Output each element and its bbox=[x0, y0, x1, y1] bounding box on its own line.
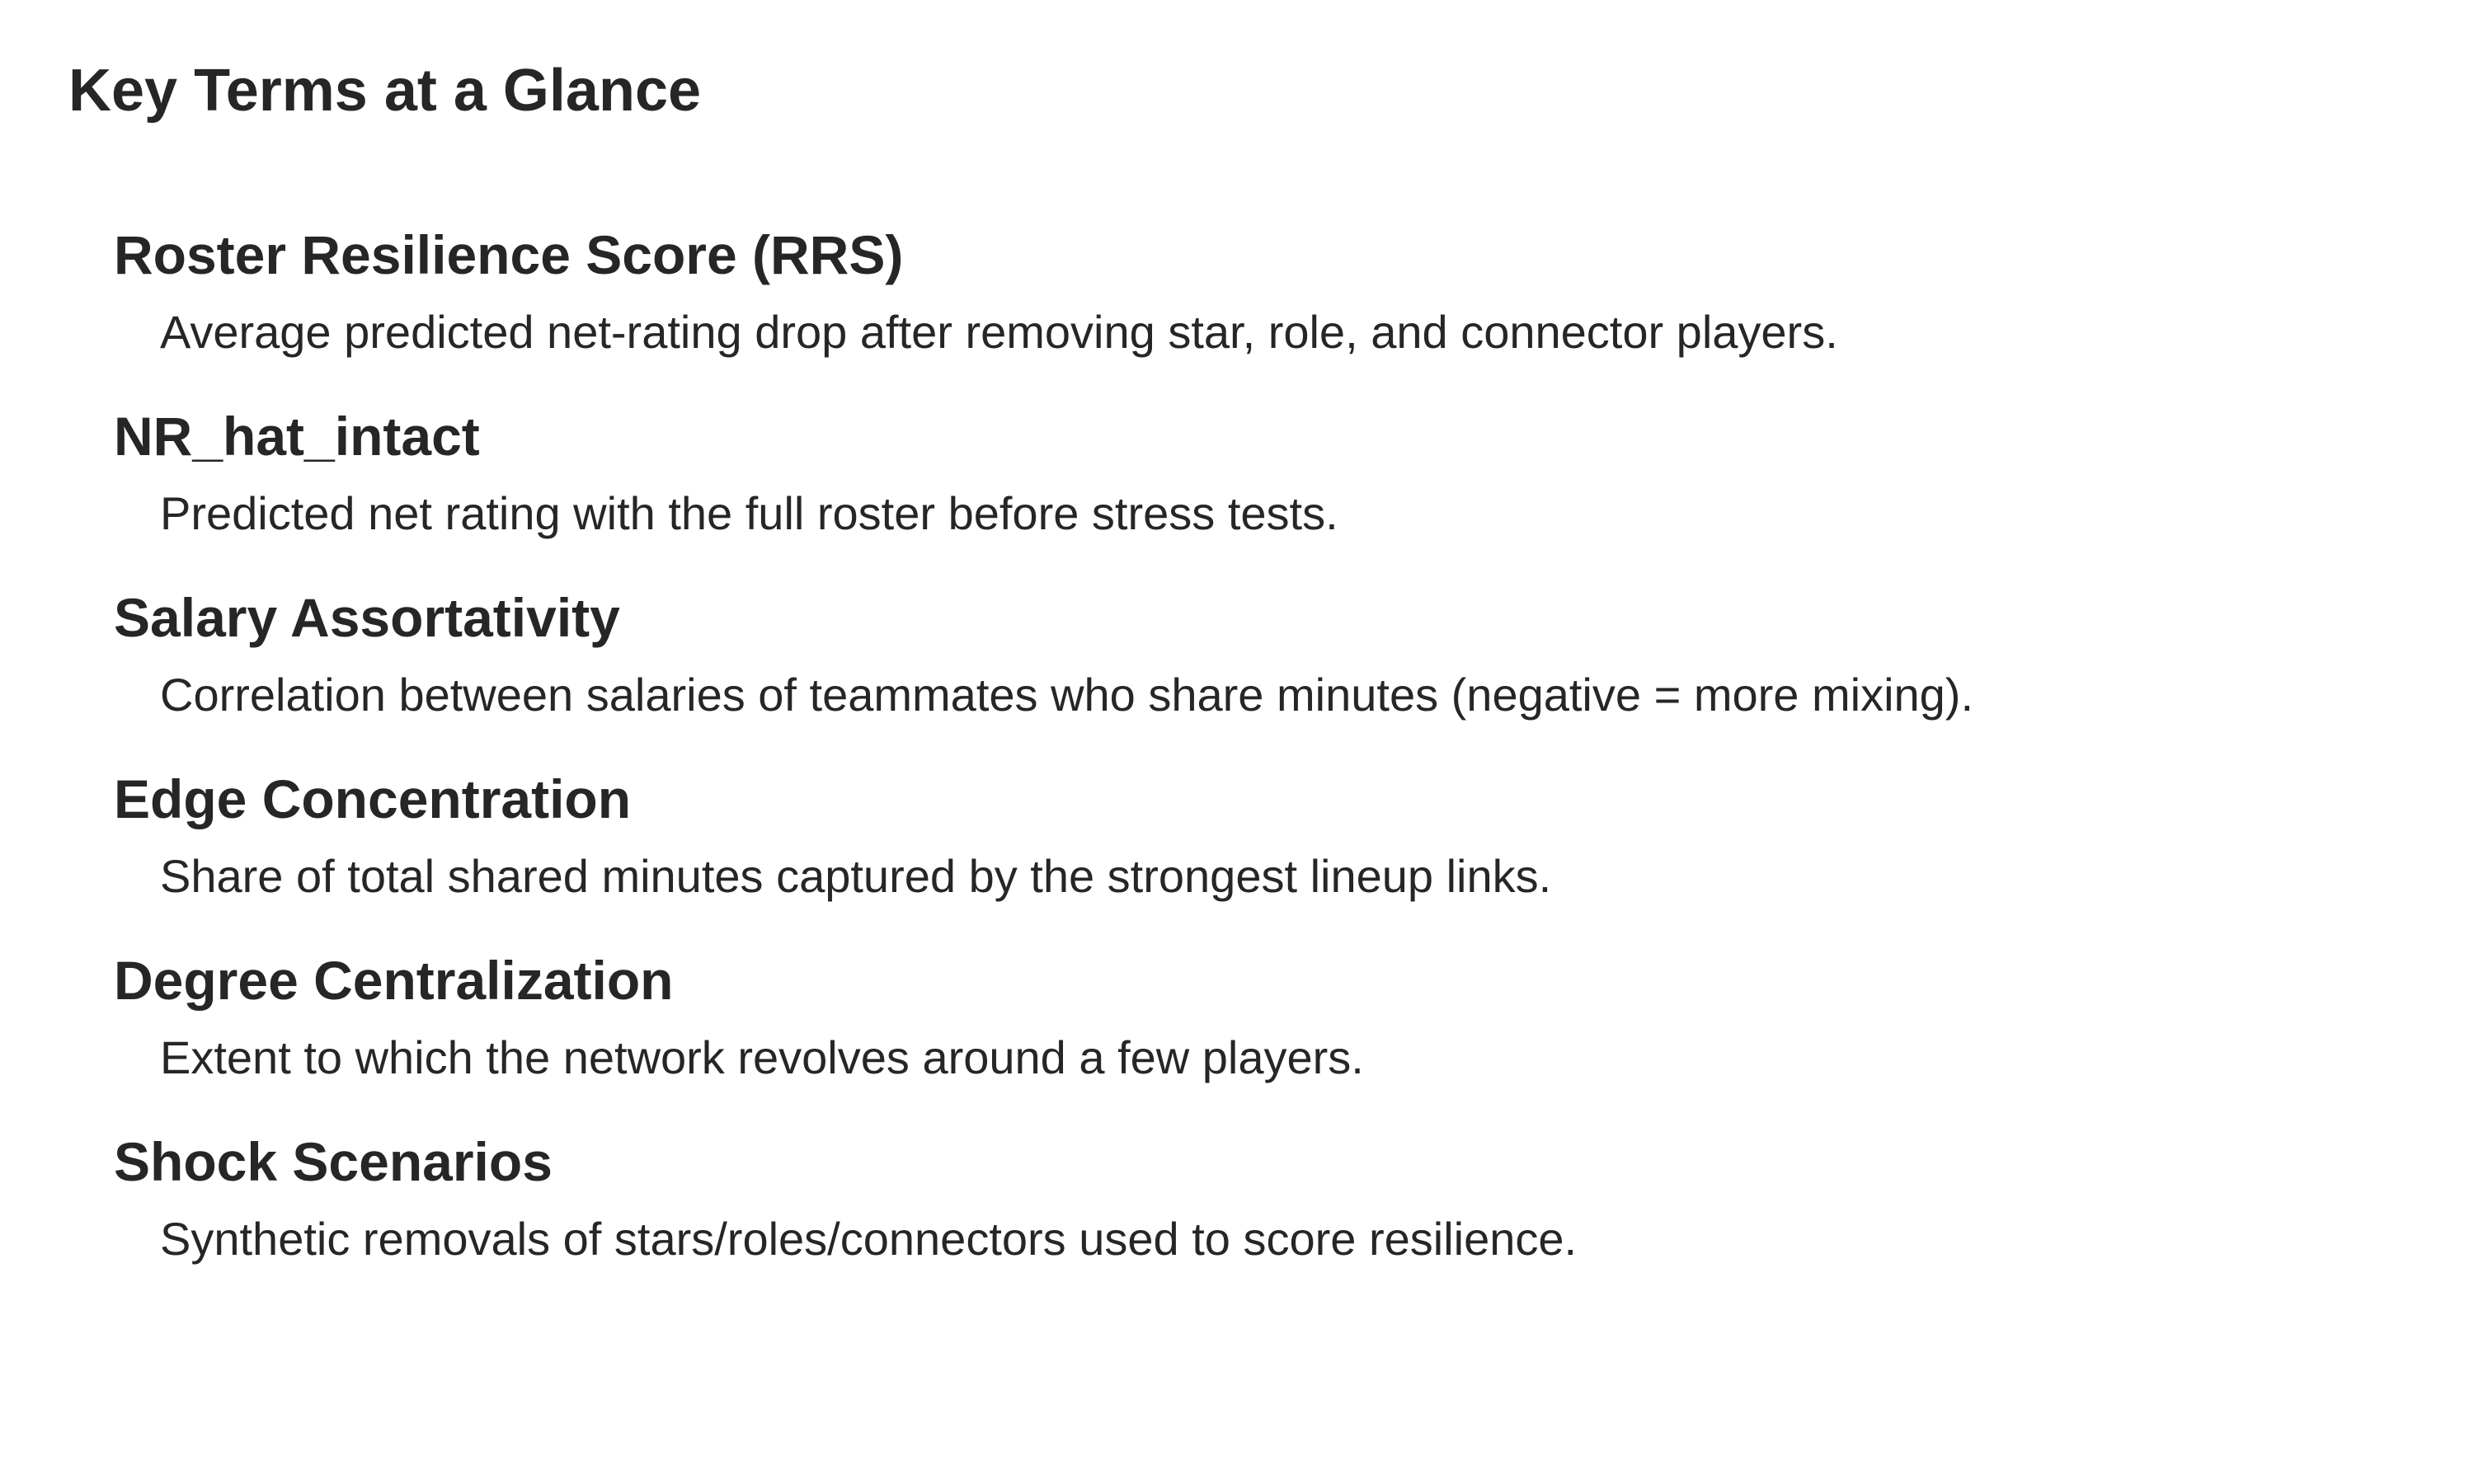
term-name: Salary Assortativity bbox=[114, 587, 620, 648]
term-name: NR_hat_intact bbox=[114, 406, 480, 467]
term-definition: Extent to which the network revolves around a few players. bbox=[160, 1031, 1364, 1083]
term-name: Roster Resilience Score (RRS) bbox=[114, 224, 904, 285]
term-entry-shock-scenarios bbox=[114, 1123, 2406, 1304]
term-entry-salary-assortativity bbox=[114, 579, 2406, 760]
term-definition: Correlation between salaries of teammates who share minutes (negative = more mixing). bbox=[160, 669, 1974, 721]
term-name: Edge Concentration bbox=[114, 768, 632, 829]
term-entry-nr-hat-intact bbox=[114, 397, 2406, 579]
term-definition: Average predicted net-rating drop after removing star, role, and connector players. bbox=[160, 306, 1838, 358]
term-entry-edge-concentration bbox=[114, 760, 2406, 942]
term-entry-degree-centralization bbox=[114, 942, 2406, 1123]
page-title: Key Terms at a Glance bbox=[68, 58, 702, 124]
term-name: Shock Scenarios bbox=[114, 1131, 553, 1192]
key-terms-list bbox=[114, 216, 2406, 1304]
term-definition: Synthetic removals of stars/roles/connectors used to score resilience. bbox=[160, 1213, 1578, 1265]
term-definition: Share of total shared minutes captured by the strongest lineup links. bbox=[160, 850, 1552, 902]
term-definition: Predicted net rating with the full roster before stress tests. bbox=[160, 487, 1338, 539]
term-entry-roster-resilience-score bbox=[114, 216, 2406, 397]
term-name: Degree Centralization bbox=[114, 950, 674, 1011]
